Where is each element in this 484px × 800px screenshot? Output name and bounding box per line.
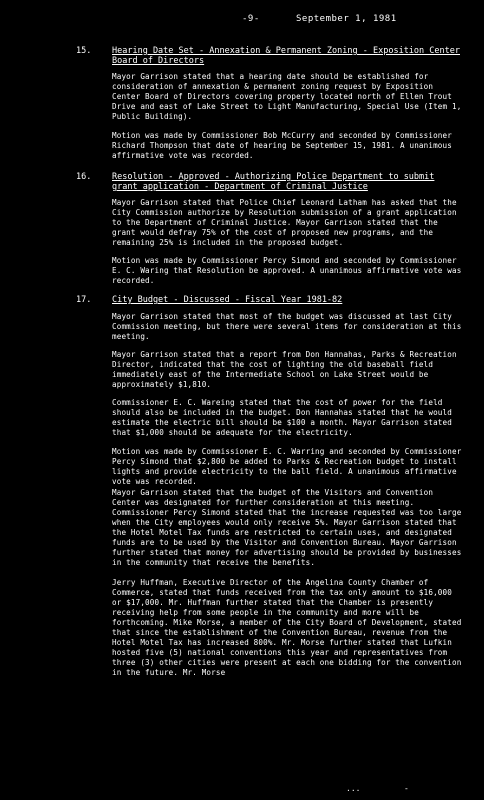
page-number: -9- (242, 14, 260, 24)
item-paragraph: Jerry Huffman, Executive Director of the Angelina County Chamber of Commerce, stated that funds received from the tax only amount to $16,000 or $17,000. Mr. Huffman further stated that the Chamber is presently receiving help from some people in the community and more will be forthcoming. Mike Morse, a member of the City Board of Development, stated that since the establishment of the Convention Bureau, revenue from the Hotel Motel Tax has increased 800%. Mr. Morse further stated that Lufkin hosted five (5) national conventions this year and representatives from three (3) other cities were present at each one bidding for the convention in the future. Mr. Morse (112, 578, 462, 677)
item-paragraph: Mayor Garrison stated that a hearing date should be established for consideration of annexation & permanent zoning request by Exposition Center Board of Directors covering property located north of Ellen Trout Drive and east of Lake Street to Light Manufacturing, Special Use (Item 1, Public Building). (112, 72, 462, 121)
footer-dots: ... (346, 784, 361, 793)
item-number: 15. (76, 46, 92, 56)
meeting-date: September 1, 1981 (296, 14, 397, 24)
item-paragraph: Mayor Garrison stated that the budget of the Visitors and Convention Center was designated for further consideration at this meeting. Commissioner Percy Simond stated that the increase requested was too large when the City employees would only receive 5%. Mayor Garrison stated that the Hotel Motel Tax funds are restricted to certain uses, and designated funds are to be used by the Visitor and Convention Bureau. Mayor Garrison further stated that money for advertising should be provided by businesses in the community that receive the benefits. (112, 488, 462, 567)
item-paragraph: Motion was made by Commissioner Percy Simond and seconded by Commissioner E. C. Waring that Resolution be approved. A unanimous affirmative vote was recorded. (112, 256, 462, 285)
item-title: Hearing Date Set - Annexation & Permanent Zoning - Exposition Center Board of Directors (112, 46, 460, 66)
item-paragraph: Commissioner E. C. Wareing stated that the cost of power for the field should also be included in the budget. Don Hannahas stated that he would estimate the electric bill should be $100 a month. Mayor Garrison stated that $1,000 should be adequate for the electricity. (112, 398, 452, 437)
item-paragraph: Mayor Garrison stated that Police Chief Leonard Latham has asked that the City Commission authorize by Resolution submission of a grant application to the Department of Criminal Justice. Mayor Garrison stated that the grant would defray 75% of the cost of proposed new programs, and the remaining 25% is included in the proposed budget. (112, 198, 457, 247)
item-paragraph: Motion was made by Commissioner E. C. Warring and seconded by Commissioner Percy Simond that $2,800 be added to Parks & Recreation budget to install lights and provide electricity to the ball field. A unanimous affirmative vote was recorded. (112, 447, 462, 486)
item-number: 17. (76, 295, 92, 305)
item-paragraph: Mayor Garrison stated that a report from Don Hannahas, Parks & Recreation Director, indicated that the cost of lighting the old baseball field immediately east of the Intermediate School on Lake Street would be approximately $1,810. (112, 350, 457, 389)
item-paragraph: Mayor Garrison stated that most of the budget was discussed at last City Commission meeting, but there were several items for consideration at this meeting. (112, 312, 462, 341)
footer-mark: - (404, 784, 409, 793)
item-title: Resolution - Approved - Authorizing Police Department to submit grant application - Department of Criminal Justice (112, 172, 435, 192)
item-paragraph: Motion was made by Commissioner Bob McCurry and seconded by Commissioner Richard Thompson that date of hearing be September 15, 1981. A unanimous affirmative vote was recorded. (112, 131, 452, 160)
item-number: 16. (76, 172, 92, 182)
item-title: City Budget - Discussed - Fiscal Year 1981-82 (112, 295, 343, 305)
